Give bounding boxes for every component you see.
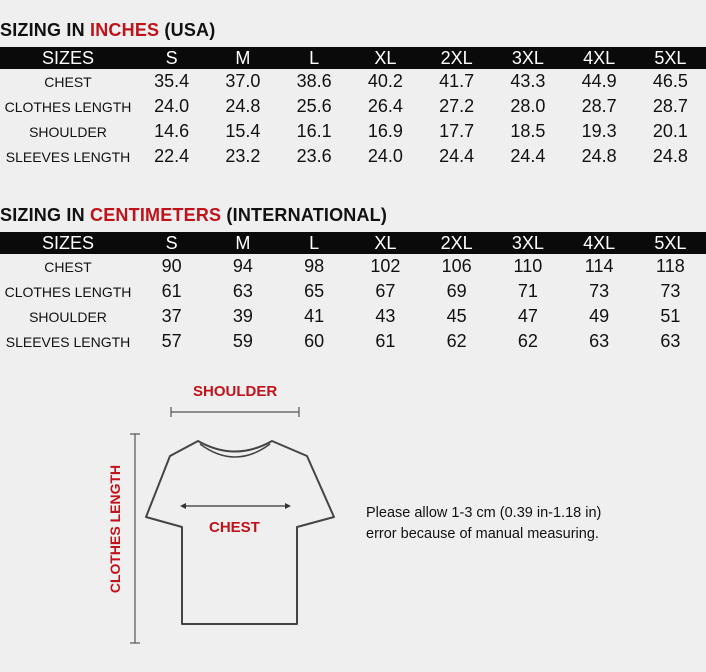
table-cell: 47	[517, 306, 538, 326]
table-cell: 60	[304, 331, 325, 351]
table-cell: 17.7	[439, 121, 475, 141]
size-header-cell: 5XL	[654, 232, 687, 253]
table-cell: 15.4	[225, 121, 261, 141]
table-cell: 71	[517, 281, 538, 301]
table-cell: 45	[446, 306, 467, 326]
table-cell: 18.5	[510, 121, 546, 141]
size-header-cell: L	[309, 47, 320, 68]
inches-title-accent: INCHES	[90, 20, 160, 40]
table-cell: 24.4	[439, 146, 475, 166]
shoulder-measure-line	[171, 407, 299, 417]
table-cell: 43.3	[510, 71, 546, 91]
chest-measure-arrow	[180, 503, 291, 509]
length-measure-line	[130, 434, 140, 643]
table-cell: 35.4	[154, 71, 190, 91]
size-header-cell: XL	[374, 47, 397, 68]
table-cell: 24.0	[154, 96, 190, 116]
table-cell: 43	[375, 306, 396, 326]
table-cell: 118	[656, 256, 685, 276]
table-cell: 62	[446, 331, 467, 351]
table-cell: 114	[584, 256, 614, 276]
table-cell: 24.8	[225, 96, 261, 116]
table-cell: 94	[232, 256, 253, 276]
size-header-cell: L	[309, 232, 320, 253]
table-cell: 25.6	[296, 96, 332, 116]
table-cell: 61	[161, 281, 182, 301]
table-cell: 73	[660, 281, 681, 301]
table-cell: 20.1	[652, 121, 688, 141]
table-cell: 19.3	[581, 121, 617, 141]
table-cell: 24.0	[367, 146, 403, 166]
size-header-cell: M	[235, 47, 251, 68]
measurement-note	[366, 503, 601, 545]
inches-title-suffix: (USA)	[159, 20, 216, 40]
table-cell: 63	[232, 281, 253, 301]
row-label: CHEST	[44, 258, 92, 275]
table-cell: 23.2	[225, 146, 261, 166]
table-cell: 61	[375, 331, 396, 351]
table-cell: 16.1	[296, 121, 332, 141]
row-label: CLOTHES LENGTH	[4, 283, 132, 300]
table-cell: 62	[517, 331, 538, 351]
size-header-cell: 3XL	[511, 232, 544, 253]
table-cell: 49	[589, 306, 610, 326]
table-cell: 67	[375, 281, 396, 301]
sizes-header-label: SIZES	[41, 232, 94, 253]
table-cell: 44.9	[581, 71, 617, 91]
row-label: SLEEVES LENGTH	[5, 148, 131, 165]
table-cell: 102	[370, 256, 401, 276]
table-cell: 37	[161, 306, 182, 326]
table-cell: 22.4	[154, 146, 190, 166]
table-cell: 28.7	[652, 96, 688, 116]
row-label: SHOULDER	[29, 308, 107, 325]
table-cell: 51	[660, 306, 681, 326]
size-header-cell: 4XL	[583, 47, 616, 68]
table-cell: 26.4	[367, 96, 403, 116]
table-cell: 63	[660, 331, 681, 351]
table-cell: 98	[304, 256, 325, 276]
table-cell: 110	[513, 256, 543, 276]
table-cell: 59	[232, 331, 253, 351]
table-cell: 40.2	[367, 71, 403, 91]
table-cell: 46.5	[652, 71, 688, 91]
centimeters-title-accent: CENTIMETERS	[90, 205, 222, 225]
size-header-cell: S	[165, 232, 178, 253]
row-label: CHEST	[44, 73, 92, 90]
size-header-cell: 2XL	[440, 232, 473, 253]
note-line-1: Please allow 1-3 cm (0.39 in-1.18 in)	[366, 505, 602, 521]
note-line-2: error because of manual measuring.	[366, 526, 599, 542]
centimeters-title-prefix: SIZING IN	[0, 205, 91, 225]
size-header-cell: XL	[374, 232, 397, 253]
size-header-cell: 3XL	[511, 47, 544, 68]
table-cell: 63	[589, 331, 610, 351]
sizes-header-label: SIZES	[41, 47, 94, 68]
table-cell: 69	[446, 281, 467, 301]
row-label: SLEEVES LENGTH	[5, 333, 131, 350]
clothes-length-label: CLOTHES LENGTH	[107, 464, 123, 594]
chest-label: CHEST	[209, 519, 260, 536]
table-cell: 41	[304, 306, 325, 326]
inches-title-prefix: SIZING IN	[0, 20, 91, 40]
table-cell: 39	[232, 306, 253, 326]
table-cell: 41.7	[439, 71, 475, 91]
table-cell: 37.0	[225, 71, 261, 91]
row-label: CLOTHES LENGTH	[4, 98, 132, 115]
table-cell: 24.8	[581, 146, 617, 166]
table-cell: 16.9	[367, 121, 403, 141]
table-cell: 23.6	[296, 146, 332, 166]
size-header-cell: 2XL	[440, 47, 473, 68]
size-header-cell: 4XL	[583, 232, 616, 253]
table-cell: 28.0	[510, 96, 546, 116]
row-label: SHOULDER	[29, 123, 107, 140]
centimeters-title-suffix: (INTERNATIONAL)	[221, 205, 388, 225]
table-cell: 27.2	[439, 96, 475, 116]
table-cell: 24.4	[510, 146, 546, 166]
table-cell: 90	[161, 256, 182, 276]
table-cell: 24.8	[652, 146, 688, 166]
shoulder-label: SHOULDER	[193, 383, 278, 400]
table-cell: 38.6	[296, 71, 332, 91]
size-header-cell: M	[235, 232, 251, 253]
table-cell: 73	[589, 281, 610, 301]
table-cell: 65	[304, 281, 325, 301]
table-cell: 106	[441, 256, 472, 276]
table-cell: 14.6	[154, 121, 190, 141]
table-cell: 57	[161, 331, 182, 351]
table-cell: 28.7	[581, 96, 617, 116]
size-header-cell: S	[165, 47, 178, 68]
size-header-cell: 5XL	[654, 47, 687, 68]
